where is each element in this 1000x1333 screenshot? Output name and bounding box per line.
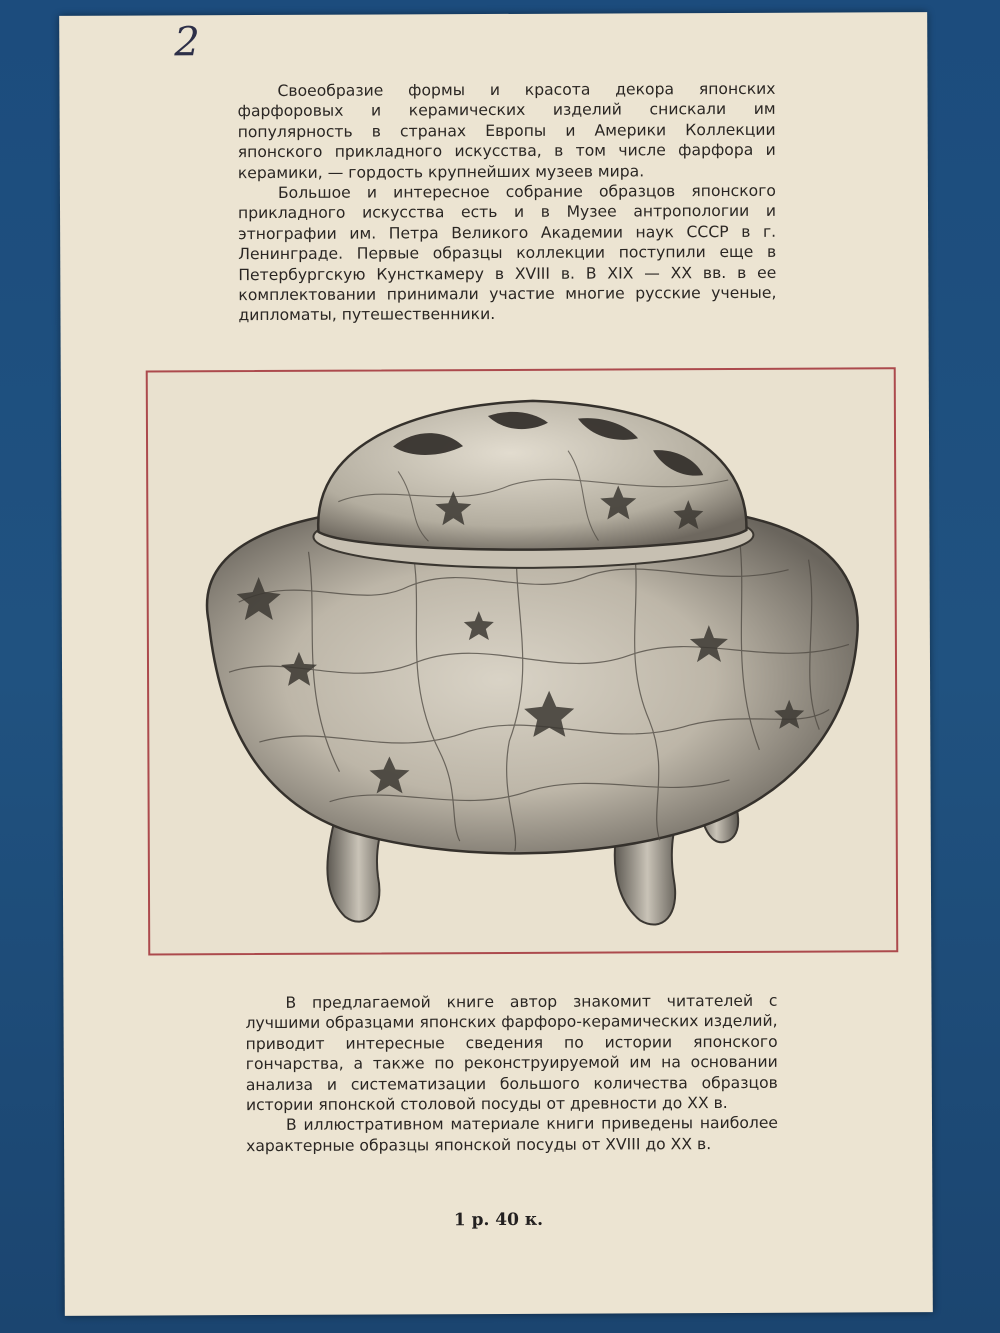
- intro-paragraph-2: Большое и интересное собрание образцов японского прикладного искусства есть и в Музее антропологии и этнографии им. Петра Великого Академии наук СССР в г. Ленинграде. Первые образцы коллекции поступили еще в Петербургскую Кунсткамеру в XVIII в. В XIX — XX вв. в ее комплектовании принимали участие многие русские ученые, дипломаты, путешественники.: [237, 181, 777, 325]
- incense-burner-illustration: [148, 369, 897, 953]
- handwritten-page-number: 2: [174, 19, 200, 66]
- intro-text: [237, 79, 776, 326]
- description-paragraph-2: В иллюстративном материале книги приведены наиболее характерные образцы японской посуды от XVIII до XX в.: [246, 1114, 779, 1155]
- price-label: 1 р. 40 к.: [453, 1209, 544, 1231]
- intro-paragraph-1: Своеобразие формы и красота декора японских фарфоровых и керамических изделий снискали им популярность в странах Европы и Америки Коллекции японского прикладного искусства, в том числе фарфора и керамики, — гордость крупнейших музеев мира.: [237, 79, 776, 182]
- description-text: [245, 991, 778, 1157]
- description-paragraph-1: В предлагаемой книге автор знакомит читателей с лучшими образцами японских фарфоро-керамических изделий, приводит интересные сведения по истории японского гончарства, а также по реконструируемой им на основании анализа и систематизации большого количества образцов истории японской столовой посуды от древности до XX в.: [245, 991, 778, 1115]
- book-back-cover: [59, 12, 933, 1316]
- illustration-frame: [146, 367, 899, 955]
